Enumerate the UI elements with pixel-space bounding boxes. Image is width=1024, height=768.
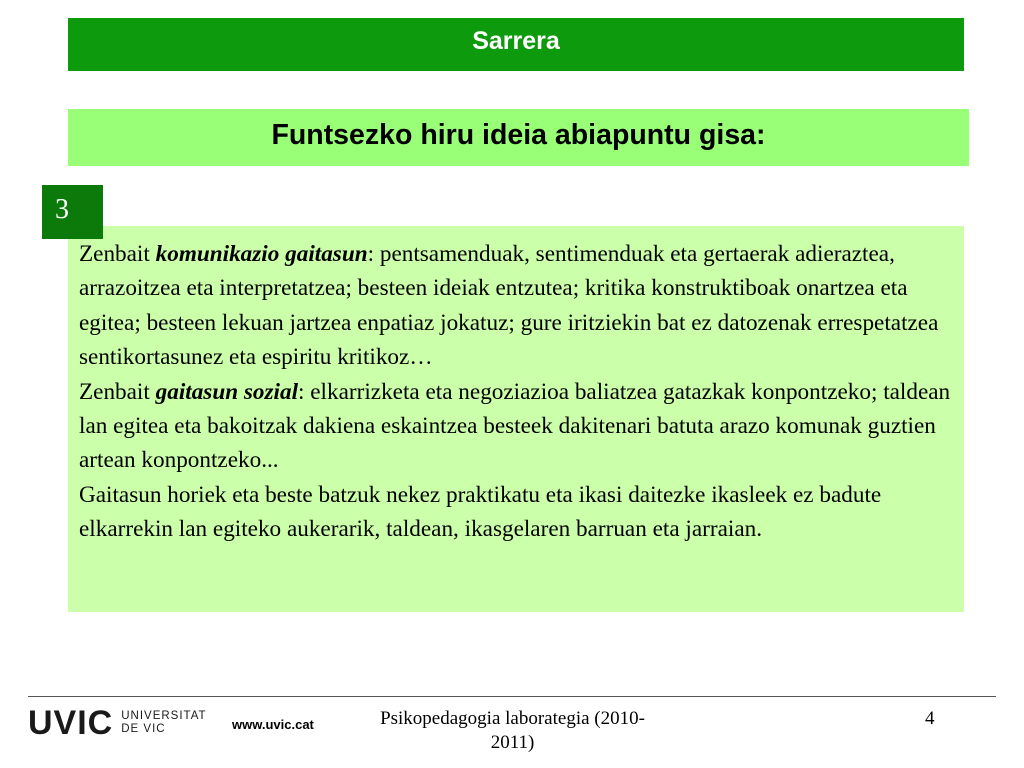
paragraph-1-rest: : pentsamenduak, sentimenduak eta gertaerak adieraztea, arrazoitzea eta interpretatzea; besteen ideiak entzutea; kritika konstruktiboak onartzea eta egitea; besteen lekuan jartzea enpatiaz jokatuz; gure iritziekin bat ez datozenak errespetatzea sentikortasunez eta espiritu kritikoz <box>79 241 939 371</box>
university-logo <box>28 706 207 740</box>
paragraph-1-emphasis: komunikazio gaitasun <box>155 241 368 267</box>
logo-mark: UVIC <box>28 704 114 742</box>
logo-text <box>121 710 206 736</box>
slide-subtitle: Funtsezko hiru ideia abiapuntu gisa: <box>271 119 766 151</box>
paragraph-1-prefix: Zenbait <box>79 241 156 267</box>
website-link[interactable]: www.uvic.cat <box>232 717 314 732</box>
paragraph-communication <box>79 237 956 375</box>
paragraph-2-rest: : elkarrizketa eta negoziazioa baliatzea gatazkak konpontzeko; taldean lan egitea eta bakoitzak dakiena eskaintzea besteek dakitenari batuta arazo komunak guztien artean konpontzeko... <box>79 378 951 474</box>
paragraph-2-emphasis: gaitasun sozial <box>155 378 299 405</box>
paragraph-1-ellipsis: … <box>409 344 433 371</box>
footer-divider <box>28 696 996 697</box>
paragraph-2-prefix: Zenbait <box>79 378 156 405</box>
paragraph-social <box>79 375 956 478</box>
header-bar <box>68 18 964 71</box>
subtitle-bar <box>68 109 969 166</box>
slide-title: Sarrera <box>472 27 560 55</box>
page-number: 4 <box>925 708 935 729</box>
content-box <box>68 226 964 612</box>
logo-line-1: UNIVERSITAT <box>121 710 207 722</box>
paragraph-conclusion: Gaitasun horiek eta beste batzuk nekez praktikatu eta ikasi daitezke ikasleek ez badute elkarrekin lan egiteko aukerarik, taldean, ikasgelaren barruan eta jarraian. <box>79 481 882 543</box>
logo-line-2: DE VIC <box>121 723 166 735</box>
footer-course: Psikopedagogia laborategia (2010-2011) <box>380 708 645 753</box>
number-badge: 3 <box>42 185 103 239</box>
